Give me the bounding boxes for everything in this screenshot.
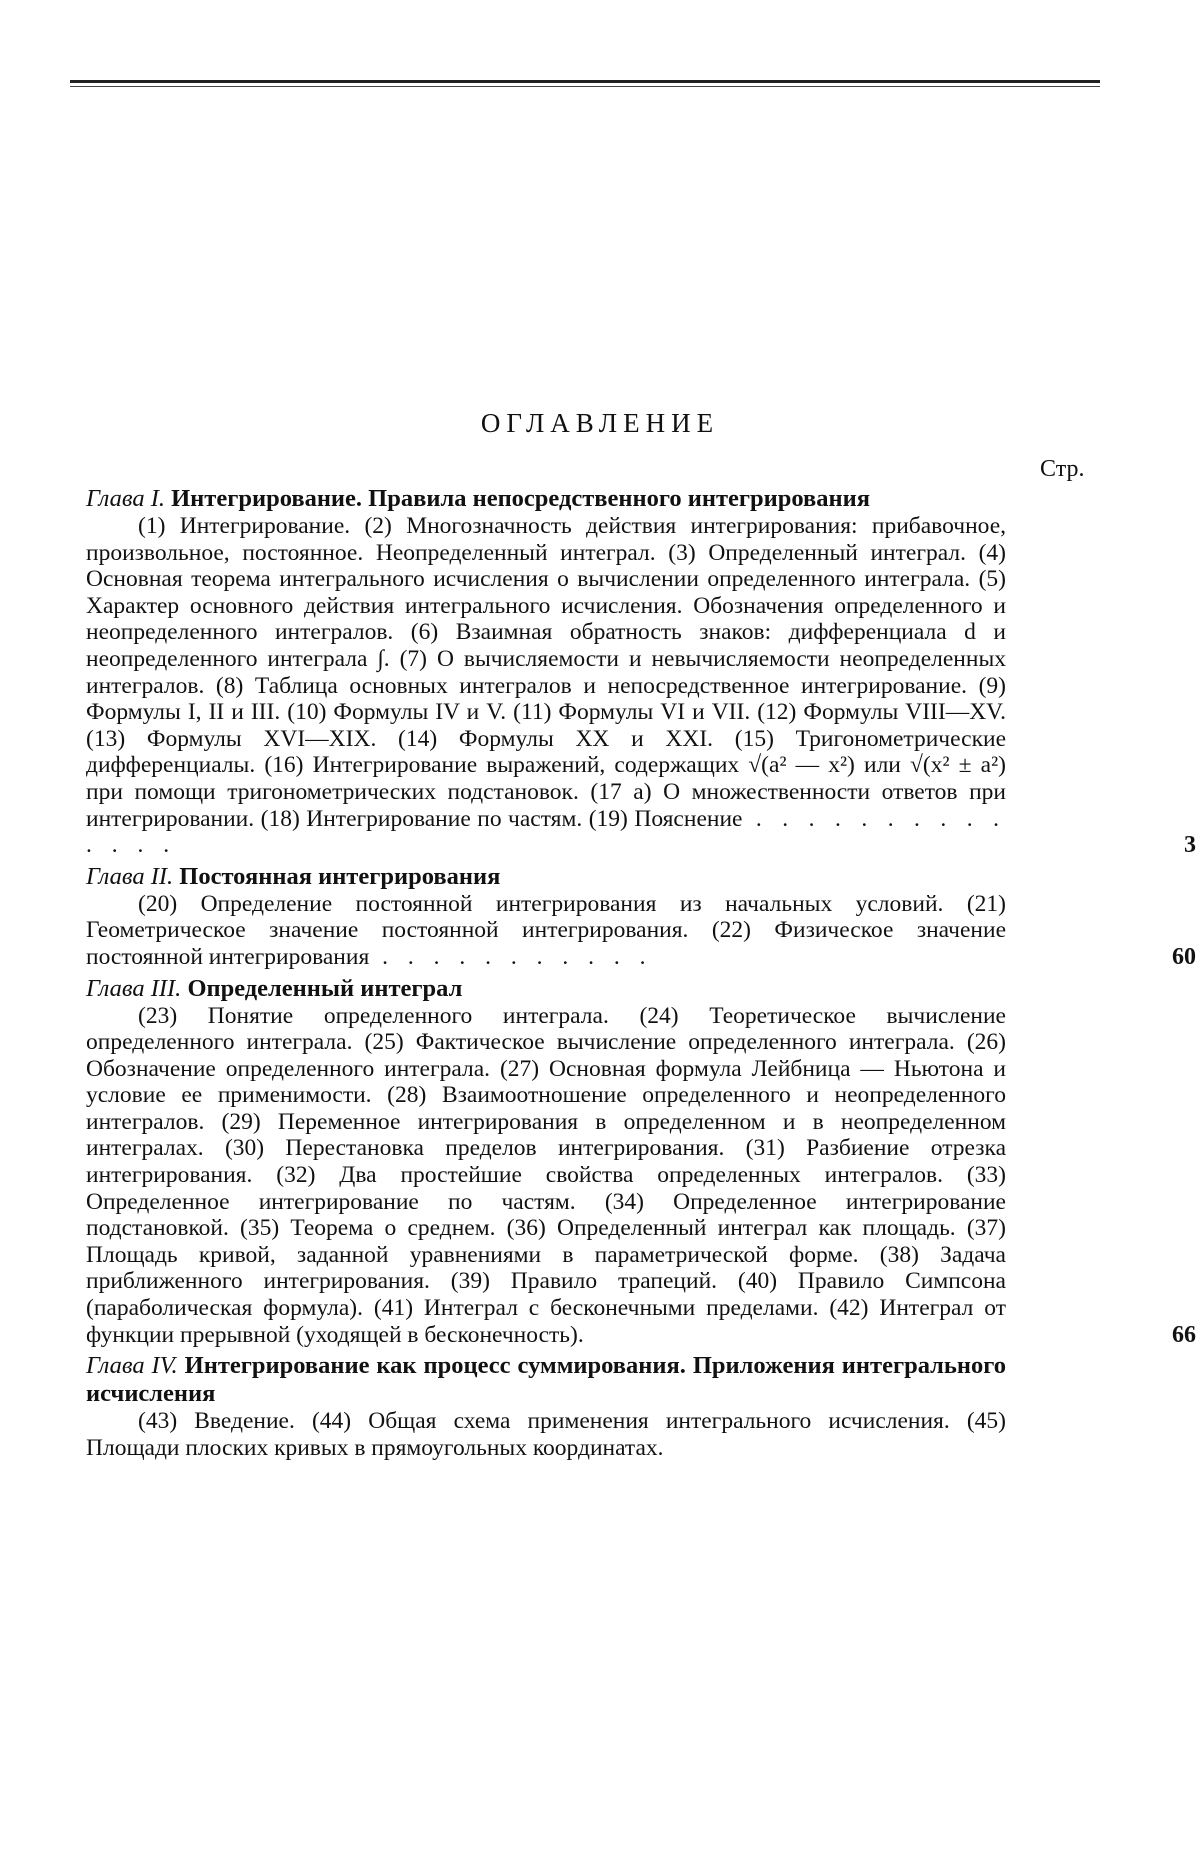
chapter-1 (86, 485, 1196, 859)
page-number: 3 (1184, 832, 1196, 859)
chapter-contents (86, 1003, 1006, 1349)
chapter-title: Интегрирование. Правила непосредственного интегрирования (171, 485, 871, 512)
chapter-title: Интегрирование как процесс суммирования. Приложения интегрального исчисления (86, 1352, 1006, 1408)
chapter-heading (86, 863, 1006, 891)
chapter-label: Глава II. (86, 862, 174, 890)
chapter-heading (86, 485, 1006, 513)
chapter-heading (86, 975, 1006, 1003)
chapter-title: Постоянная интегрирования (179, 862, 501, 890)
chapter-heading (86, 1352, 1006, 1408)
top-rule-thin (70, 86, 1100, 87)
chapter-label: Глава IV. (86, 1352, 178, 1380)
chapter-3 (86, 974, 1196, 1349)
chapter-contents (86, 891, 1006, 971)
chapter-body-text: (23) Понятие определенного интеграла. (24) Теоретическое вычисление определенного интеграла. (25) Фактическое вычисление определенного интеграла. (26) Обозначение определенного интеграла. (27) Основная формула Лейбница — Ньютона и условие ее применимости. (28) Взаимоотношение определенного и неопределенного интегралов. (29) Переменное интегрирования в определенном и в неопределенном интегралах. (30) Перестановка пределов интегрирования. (31) Разбиение отрезка интегрирования. (32) Два простейшие свойства определенных интегралов. (33) Определенное интегрирование по частям. (34) Определенное интегрирование подстановкой. (35) Теорема о среднем. (36) Определенный интеграл как площадь. (37) Площадь кривой, заданной уравнениями в параметрической форме. (38) Задача приближенного интегрирования. (39) Правило трапеций. (40) Правило Симпсона (параболическая формула). (41) Интеграл с бесконечными пределами. (42) Интеграл от функции прерывной (уходящей в бесконечность). (86, 1002, 1006, 1348)
chapter-body-text: (20) Определение постоянной интегрирования из начальных условий. (21) Геометрическое значение постоянной интегрирования. (22) Физическое значение постоянной интегрирования (86, 890, 1006, 970)
dot-leader: . . . . . . . . . . . (369, 943, 653, 970)
chapter-label: Глава III. (86, 974, 182, 1002)
page-column-label: Стр. (1040, 456, 1085, 482)
table-of-contents (86, 485, 1196, 1465)
top-rule (70, 80, 1100, 83)
chapter-title: Определенный интеграл (187, 974, 463, 1002)
chapter-body-text: (1) Интегрирование. (2) Многозначность действия интегрирования: прибавочное, произвольное, постоянное. Неопределенный интеграл. (3) Определенный интеграл. (4) Основная теорема интегрального исчисления о вычислении определенного интеграла. (5) Характер основного действия интегрального исчисления. Обозначения определенного и неопределенного интегралов. (6) Взаимная обратность знаков: дифференциала d и неопределенного интеграла ∫. (7) О вычисляемости и невычисляемости неопределенных интегралов. (8) Таблица основных интегралов и непосредственное интегрирование. (9) Формулы I, II и III. (10) Формулы IV и V. (11) Формулы VI и VII. (12) Формулы VIII—XV. (13) Формулы XVI—XIX. (14) Формулы XX и XXI. (15) Тригонометрические дифференциалы. (16) Интегрирование выражений, содержащих √(a² — x²) или √(x² ± a²) при помощи тригонометрических подстановок. (17 а) О множественности ответов при интегрировании. (18) Интегрирование по частям. (19) Пояснение (86, 513, 1006, 832)
chapter-contents (86, 1408, 1006, 1461)
chapter-4 (86, 1352, 1006, 1461)
page-number: 66 (1172, 1321, 1196, 1348)
chapter-label: Глава I. (86, 485, 165, 512)
page-title: ОГЛАВЛЕНИЕ (480, 408, 720, 438)
chapter-body-text: (43) Введение. (44) Общая схема применения интегрального исчисления. (45) Площади плоских кривых в прямоугольных координатах. (86, 1408, 1006, 1461)
chapter-contents (86, 513, 1006, 859)
dot-leader: . . . . . . . . . . . . . . (86, 805, 1006, 859)
chapter-2 (86, 862, 1196, 971)
page-number: 60 (1172, 943, 1196, 970)
